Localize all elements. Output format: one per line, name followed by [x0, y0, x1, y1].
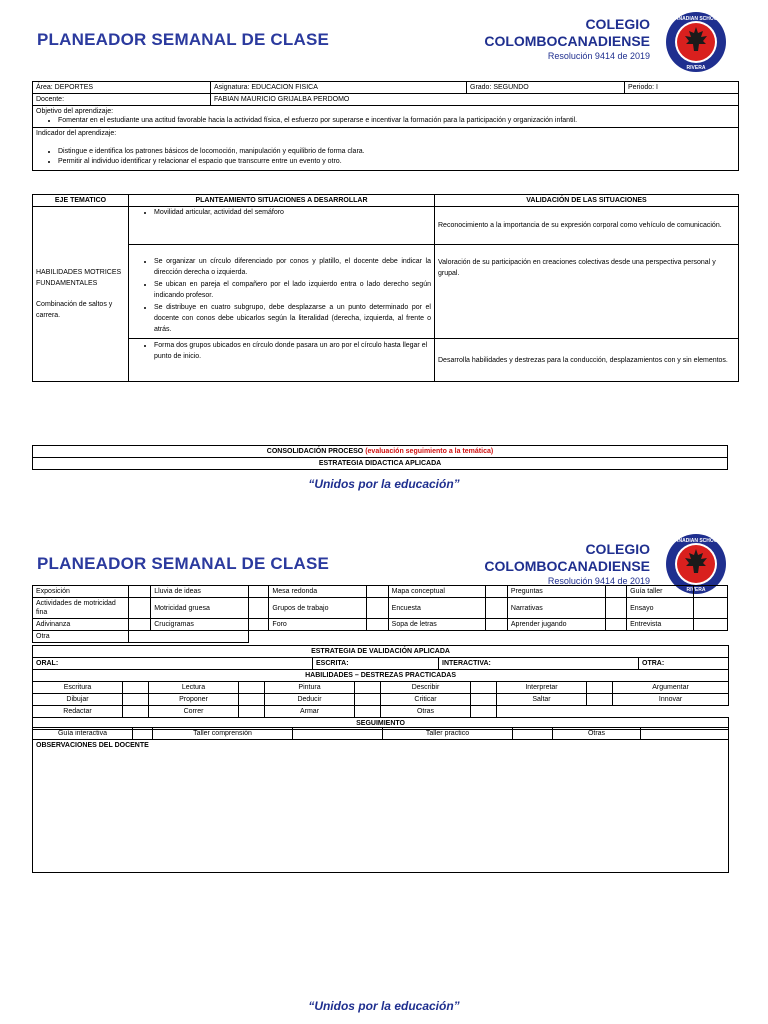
estrategia-option: Entrevista: [627, 619, 694, 631]
estrategia-option: Preguntas: [507, 586, 605, 598]
situacion-3: [129, 339, 435, 382]
habilidades-title: HABILIDADES – DESTREZAS PRACTICADAS: [33, 670, 729, 682]
checkbox-cell[interactable]: [355, 682, 381, 694]
seguimiento-option: Taller comprensión: [153, 728, 293, 740]
consolidacion-cell: [33, 446, 728, 458]
objetivo-cell: [33, 106, 739, 128]
checkbox-cell[interactable]: [486, 619, 508, 631]
school-line-2: COLOMBOCANADIENSE: [484, 558, 650, 574]
situacion-1: [129, 207, 435, 245]
col-eje-tematico: EJE TEMATICO: [33, 195, 129, 207]
docente-name: FABIAN MAURICIO GRIJALBA PERDOMO: [211, 94, 739, 106]
col-validacion: VALIDACIÓN DE LAS SITUACIONES: [435, 195, 739, 207]
motto: “Unidos por la educación”: [308, 999, 460, 1013]
validacion-1: Reconocimiento a la importancia de su expresión corporal como vehículo de comunicación.: [435, 207, 739, 245]
indicador-item: • Permitir al individuo identificar y relacionar el espacio que transcurre entre un evento y otro.: [58, 157, 735, 166]
seguimiento-option: Otras: [553, 728, 641, 740]
checkbox-cell[interactable]: [248, 619, 269, 631]
school-name: [484, 541, 650, 587]
situacion-item: • Se ubican en pareja el compañero por el lado izquierdo entra o lado derecho según indicando profesor.: [154, 279, 431, 301]
checkbox-cell[interactable]: [693, 586, 727, 598]
checkbox-cell[interactable]: [248, 586, 269, 598]
observaciones-field[interactable]: OBSERVACIONES DEL DOCENTE: [33, 740, 729, 873]
estrategia-option: Grupos de trabajo: [269, 598, 367, 619]
checkbox-cell[interactable]: [133, 728, 153, 740]
habilidad-option: Dibujar: [33, 694, 123, 706]
seguimiento-option: Guía interactiva: [33, 728, 133, 740]
page-title: PLANEADOR SEMANAL DE CLASE: [37, 30, 330, 49]
habilidad-option: Interpretar: [497, 682, 587, 694]
asignatura-cell: Asignatura: EDUCACION FISICA: [211, 82, 467, 94]
checkbox-cell[interactable]: [471, 694, 497, 706]
estrategia-option: Actividades de motricidad fina: [33, 598, 129, 619]
consolidacion-label: CONSOLIDACIÓN PROCESO: [266, 448, 364, 455]
eje-sub: Combinación de saltos y carrera.: [36, 301, 113, 319]
estrategia-option: Exposición: [33, 586, 129, 598]
validacion-2: Valoración de su participación en creaciones colectivas desde una perspectiva personal y grupal.: [435, 245, 739, 339]
estrategia-option: Motricidad gruesa: [151, 598, 249, 619]
estrategia-option: Ensayo: [627, 598, 694, 619]
objetivo-text: • Fomentar en el estudiante una actitud favorable hacia la actividad física, el esfuerzo por superarse e incentivar la formación para la participación y organización infantil.: [58, 116, 735, 125]
habilidades-table: [32, 669, 729, 730]
checkbox-cell[interactable]: [367, 619, 389, 631]
indicador-item: • Distingue e identifica los patrones básicos de locomoción, manipulación y equilibrio de forma clara.: [58, 147, 735, 156]
estrategia-option: Narrativas: [507, 598, 605, 619]
estrategia-option: Otra: [33, 631, 129, 643]
estrategia-option: Encuesta: [388, 598, 486, 619]
school-line-1: COLEGIO: [585, 541, 650, 557]
consolidacion-note: (evaluación seguimiento a la temática): [365, 448, 494, 455]
escrita-field[interactable]: ESCRITA:: [313, 658, 439, 670]
checkbox-cell[interactable]: [128, 619, 151, 631]
checkbox-cell[interactable]: [693, 619, 727, 631]
habilidad-option: Escritura: [33, 682, 123, 694]
habilidad-option: Argumentar: [613, 682, 729, 694]
checkbox-cell[interactable]: [587, 682, 613, 694]
seguimiento-option: Taller practico: [383, 728, 513, 740]
habilidad-option: Armar: [265, 706, 355, 718]
estrategia-option: Foro: [269, 619, 367, 631]
checkbox-cell[interactable]: [471, 706, 497, 718]
habilidad-option: Pintura: [265, 682, 355, 694]
checkbox-cell[interactable]: [355, 706, 381, 718]
checkbox-cell[interactable]: [128, 598, 151, 619]
otra-field[interactable]: [128, 631, 248, 643]
estrategia-option: Lluvia de ideas: [151, 586, 249, 598]
checkbox-cell[interactable]: [239, 694, 265, 706]
estrategia-option: Guía taller: [627, 586, 694, 598]
seguimiento-title: SEGUIMIENTO: [33, 718, 729, 730]
checkbox-cell[interactable]: [367, 586, 389, 598]
habilidad-option: Otras: [381, 706, 471, 718]
logo-top-text: CANADIAN SCHOOL: [671, 538, 721, 544]
validacion-title: ESTRATEGIA DE VALIDACIÓN APLICADA: [33, 646, 729, 658]
habilidad-option: Describir: [381, 682, 471, 694]
checkbox-cell[interactable]: [239, 682, 265, 694]
logo-bottom-text: RIVERA: [686, 65, 706, 71]
checkbox-cell[interactable]: [355, 694, 381, 706]
habilidad-option: Saltar: [497, 694, 587, 706]
school-resolution: Resolución 9414 de 2019: [547, 576, 650, 586]
logo-top-text: CANADIAN SCHOOL: [671, 16, 721, 22]
checkbox-cell[interactable]: [486, 598, 508, 619]
estrategia-option: Aprender jugando: [507, 619, 605, 631]
checkbox-cell[interactable]: [693, 598, 727, 619]
habilidad-option: Innovar: [613, 694, 729, 706]
checkbox-cell[interactable]: [367, 598, 389, 619]
validacion-table: [32, 645, 729, 670]
eje-cell: [33, 207, 129, 382]
habilidad-option: Redactar: [33, 706, 123, 718]
empty-space: [248, 631, 727, 643]
consolidacion-table: [32, 445, 728, 470]
checkbox-cell[interactable]: [123, 682, 149, 694]
situacion-item: • Se distribuye en cuatro subgrupo, debe desplazarse a un punto determinado por el docente con conos debe ubicarlos según la literalidad (derecha, izquierda, al frente o atrás.: [154, 302, 431, 335]
page-title: PLANEADOR SEMANAL DE CLASE: [37, 554, 330, 573]
situacion-2: [129, 245, 435, 339]
seguimiento-table: [32, 727, 729, 873]
oral-field[interactable]: ORAL:: [33, 658, 313, 670]
validacion-3: Desarrolla habilidades y destrezas para la conducción, desplazamientos con y sin elementos.: [435, 339, 739, 382]
school-name: [484, 16, 650, 62]
indicador-label: Indicador del aprendizaje:: [36, 130, 117, 137]
logo-bottom-text: RIVERA: [686, 587, 706, 593]
eje-text: HABILIDADES MOTRICES FUNDAMENTALES: [36, 269, 122, 287]
school-line-1: COLEGIO: [585, 16, 650, 32]
periodo-cell: Periodo: I: [625, 82, 739, 94]
estrategia-option: Mapa conceptual: [388, 586, 486, 598]
estrategia-cell: ESTRATEGIA DIDACTICA APLICADA: [33, 458, 728, 470]
checkbox-cell[interactable]: [128, 586, 151, 598]
habilidad-option: Lectura: [149, 682, 239, 694]
col-planteamiento: PLANTEAMIENTO SITUACIONES A DESARROLLAR: [129, 195, 435, 207]
page-2: [0, 512, 768, 1024]
checkbox-cell[interactable]: [641, 728, 729, 740]
grado-cell: Grado: SEGUNDO: [467, 82, 625, 94]
info-table: [32, 81, 739, 171]
empty-space: [497, 706, 729, 718]
checkbox-cell[interactable]: [123, 706, 149, 718]
area-cell: Área: DEPORTES: [33, 82, 211, 94]
checkbox-cell[interactable]: [123, 694, 149, 706]
situacion-item: • Se organizar un círculo diferenciado por conos y platillo, el docente debe indicar la dirección derecha o izquierda.: [154, 256, 431, 278]
estrategias-table: [32, 585, 728, 643]
indicador-cell: [33, 128, 739, 171]
checkbox-cell[interactable]: [248, 598, 269, 619]
checkbox-cell[interactable]: [239, 706, 265, 718]
habilidad-option: Proponer: [149, 694, 239, 706]
habilidad-option: Correr: [149, 706, 239, 718]
plan-table: [32, 194, 739, 382]
school-resolution: Resolución 9414 de 2019: [547, 51, 650, 61]
checkbox-cell[interactable]: [513, 728, 553, 740]
school-line-2: COLOMBOCANADIENSE: [484, 33, 650, 49]
otra-validacion-field[interactable]: OTRA:: [639, 658, 729, 670]
checkbox-cell[interactable]: [587, 694, 613, 706]
estrategia-option: Sopa de letras: [388, 619, 486, 631]
objetivo-label: Objetivo del aprendizaje:: [36, 108, 114, 115]
motto: “Unidos por la educación”: [308, 477, 460, 491]
checkbox-cell[interactable]: [605, 619, 627, 631]
checkbox-cell[interactable]: [486, 586, 508, 598]
checkbox-cell[interactable]: [293, 728, 383, 740]
docente-label: Docente:: [33, 94, 211, 106]
habilidad-option: Deducir: [265, 694, 355, 706]
estrategia-option: Crucigramas: [151, 619, 249, 631]
checkbox-cell[interactable]: [471, 682, 497, 694]
checkbox-cell[interactable]: [605, 586, 627, 598]
checkbox-cell[interactable]: [605, 598, 627, 619]
school-logo: [665, 11, 727, 73]
estrategia-option: Adivinanza: [33, 619, 129, 631]
estrategia-option: Mesa redonda: [269, 586, 367, 598]
habilidad-option: Criticar: [381, 694, 471, 706]
situacion-item: • Forma dos grupos ubicados en círculo donde pasara un aro por el círculo hasta llegar el punto de inicio.: [154, 340, 431, 362]
situacion-item: • Movilidad articular, actividad del semáforo: [154, 208, 431, 217]
interactiva-field[interactable]: INTERACTIVA:: [439, 658, 639, 670]
